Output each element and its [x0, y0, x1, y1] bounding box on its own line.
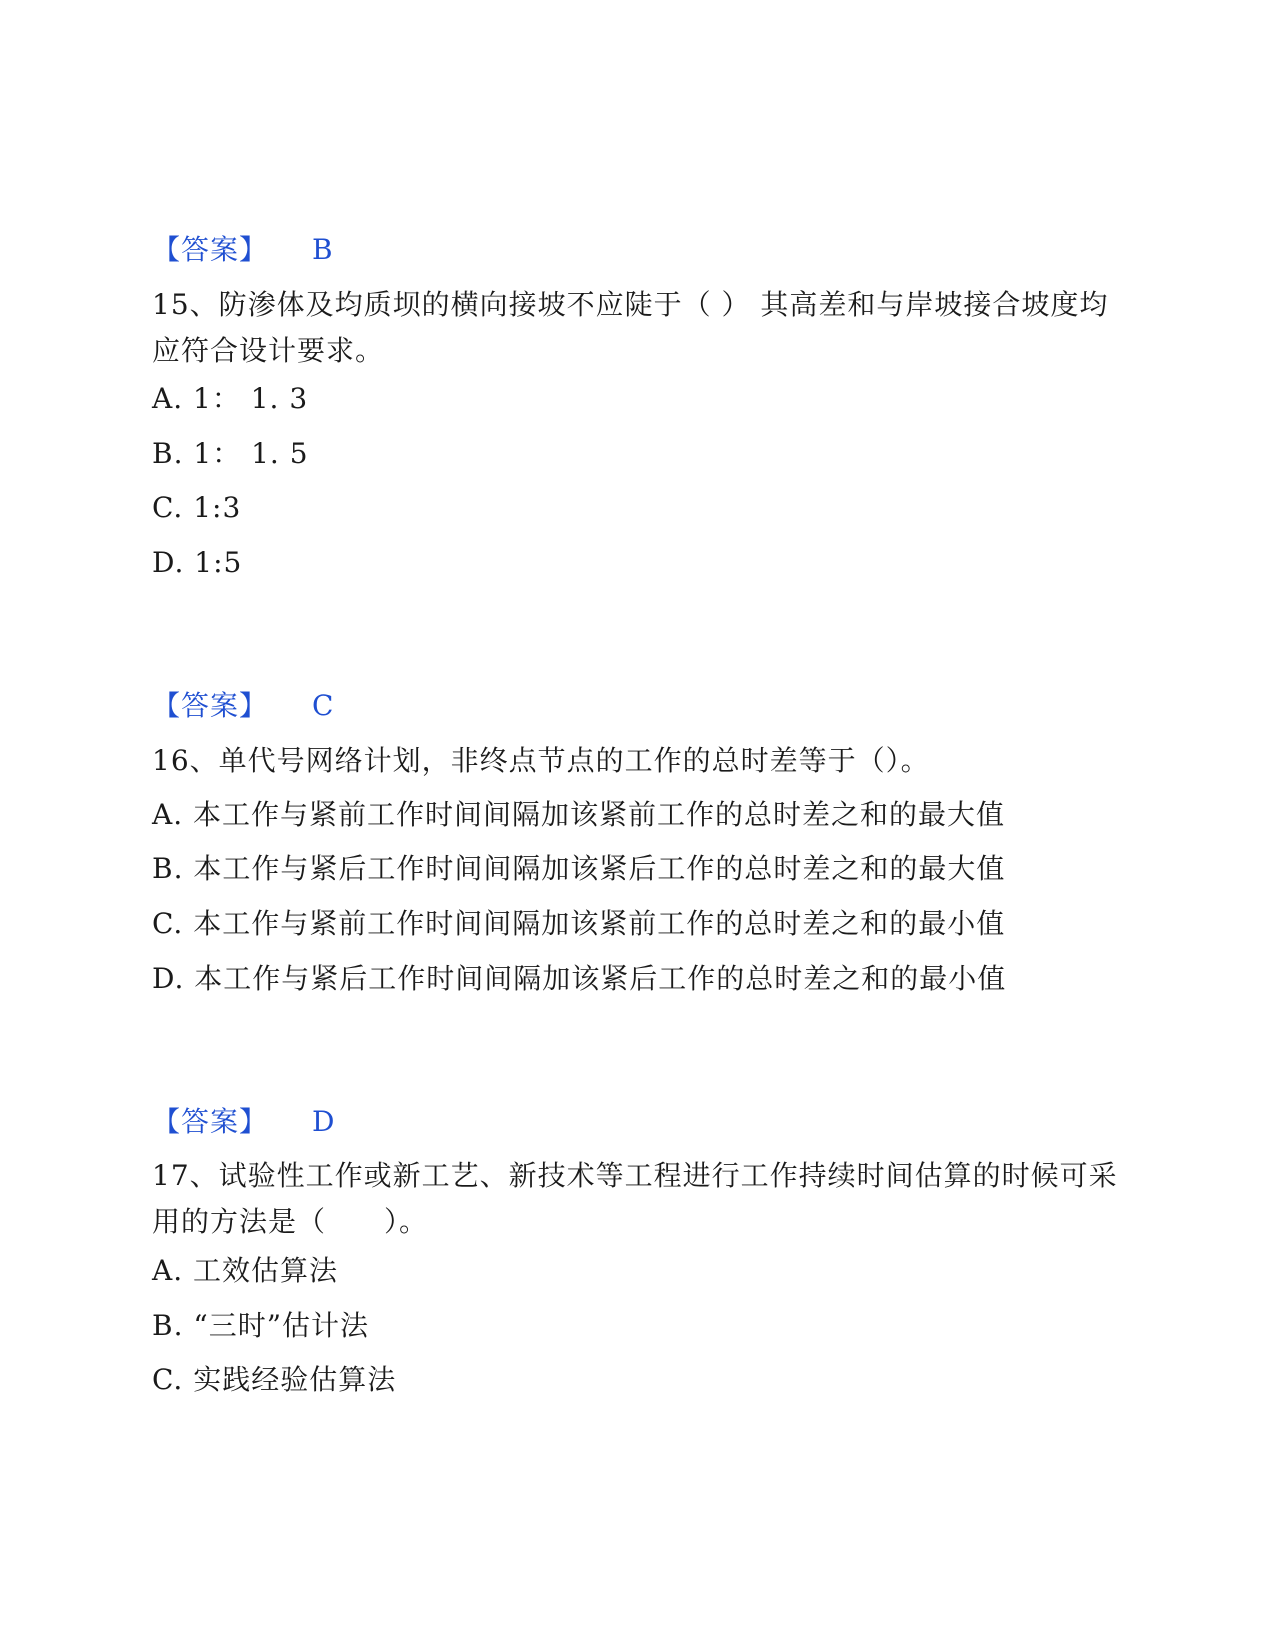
question-16-option-c: C. 本工作与紧前工作时间间隔加该紧前工作的总时差之和的最小值 — [152, 907, 1006, 940]
question-17-text: 17、试验性工作或新工艺、新技术等工程进行工作持续时间估算的时候可采用的方法是（ ）。 — [152, 1159, 1118, 1238]
question-15-text: 15、防渗体及均质坝的横向接坡不应陡于（ ） 其高差和与岸坡接合坡度均应符合设计要求。 — [152, 288, 1109, 367]
question-15-option-a: A. 1： 1. 3 — [152, 382, 309, 415]
question-17-option-a: A. 工效估算法 — [152, 1254, 339, 1287]
question-16-option-b: B. 本工作与紧后工作时间间隔加该紧后工作的总时差之和的最大值 — [152, 852, 1006, 885]
answer-line-15 — [152, 689, 333, 723]
answer-value: C — [312, 689, 334, 722]
answer-line-14 — [152, 233, 333, 267]
question-17-option-b: B. “三时”估计法 — [152, 1309, 370, 1342]
question-16-option-a: A. 本工作与紧前工作时间间隔加该紧前工作的总时差之和的最大值 — [152, 798, 1006, 831]
answer-value: B — [312, 233, 333, 266]
answer-line-16 — [152, 1105, 334, 1139]
question-15-option-b: B. 1： 1. 5 — [152, 437, 309, 470]
question-17-option-c: C. 实践经验估算法 — [152, 1363, 397, 1396]
question-16-text: 16、单代号网络计划，非终点节点的工作的总时差等于（）。 — [152, 744, 930, 777]
question-15-option-d: D. 1:5 — [152, 546, 243, 579]
answer-value: D — [312, 1105, 335, 1138]
answer-label: 【答案】 — [152, 233, 269, 266]
answer-label: 【答案】 — [152, 689, 269, 722]
question-15-option-c: C. 1:3 — [152, 491, 242, 524]
answer-label: 【答案】 — [152, 1105, 269, 1138]
question-16-option-d: D. 本工作与紧后工作时间间隔加该紧后工作的总时差之和的最小值 — [152, 962, 1007, 995]
